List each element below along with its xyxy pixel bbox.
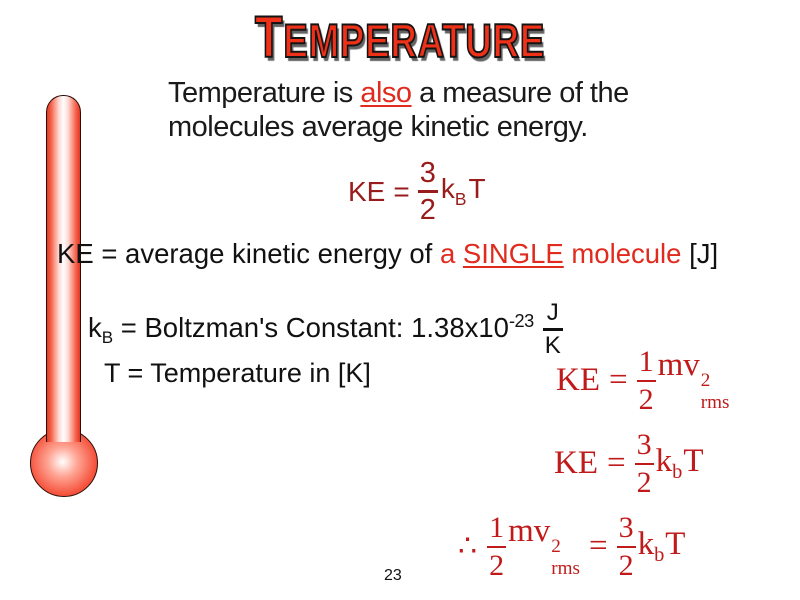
variable-mv: mv <box>508 513 551 550</box>
equals-sign: = <box>588 528 608 565</box>
subscript-rms: rms <box>700 392 730 413</box>
equals-sign: = <box>609 362 628 399</box>
fraction-numerator: J <box>546 299 559 326</box>
subscript-b: b <box>672 461 683 484</box>
intro-paragraph <box>168 76 629 144</box>
ke-definition-line <box>57 238 718 270</box>
therefore-symbol: ∴ <box>458 530 478 564</box>
intro-line2: molecules average kinetic energy. <box>168 111 588 143</box>
equals-sign: = <box>393 175 410 207</box>
variable-k: k <box>655 443 673 480</box>
fraction-one-half <box>487 512 506 582</box>
variable-T: T <box>468 173 486 205</box>
variable-k: k <box>440 173 455 205</box>
equation-lhs: KE <box>556 362 600 399</box>
formula-ke-equals-three-halves-kbt <box>348 158 486 225</box>
fraction-three-halves <box>617 512 636 582</box>
kb-def-text: = Boltzman's Constant: 1.38x10 <box>113 311 509 343</box>
fraction-denominator: 2 <box>489 549 505 582</box>
t-definition-line: T = Temperature in [K] <box>104 358 371 388</box>
subscript-rms: rms <box>551 558 580 579</box>
variable-k: k <box>637 526 655 563</box>
ke-def-red-pre: a <box>439 238 463 269</box>
subscript-b: b <box>654 544 665 567</box>
intro-line1-post: a measure of the <box>411 77 629 109</box>
fraction-bar <box>635 463 654 466</box>
fraction-numerator: 3 <box>636 428 652 461</box>
mv-rms-group <box>508 513 580 580</box>
fraction-denominator: 2 <box>636 466 652 499</box>
ke-def-units: [J] <box>681 238 719 269</box>
equation-ke-half-mv-squared <box>556 346 729 416</box>
superscript-subscript-stack <box>701 370 730 414</box>
fraction-bar <box>487 546 506 549</box>
fraction-bar <box>543 328 563 331</box>
fraction-one-half <box>637 346 656 416</box>
superscript-subscript-stack <box>551 536 580 580</box>
kbt-group <box>441 173 486 210</box>
fraction-denominator: 2 <box>638 383 654 416</box>
equals-sign: = <box>607 445 626 482</box>
intro-highlight-also: also <box>360 77 412 109</box>
variable-T: T <box>683 443 704 480</box>
formula-lhs: KE <box>348 175 386 207</box>
ke-def-black: KE = average kinetic energy of <box>57 238 440 269</box>
exponent-minus-23: -23 <box>508 310 534 331</box>
fraction-numerator: 1 <box>638 345 654 378</box>
fraction-denominator: 2 <box>419 193 436 226</box>
kbt-group <box>638 526 686 567</box>
variable-T: T <box>665 526 686 563</box>
ke-def-red <box>440 238 682 269</box>
variable-mv: mv <box>657 347 700 384</box>
kb-definition-line <box>88 300 563 359</box>
fraction-three-halves <box>635 429 654 499</box>
kb-variable-group <box>88 311 114 347</box>
fraction-denominator: 2 <box>618 549 634 582</box>
variable-k: k <box>88 311 102 343</box>
kbt-group <box>656 443 704 484</box>
fraction-bar <box>418 190 438 193</box>
title-text: TEMPERATURE <box>254 5 546 70</box>
subscript-B: B <box>101 327 114 347</box>
fraction-denominator: K <box>544 331 561 359</box>
equation-conclusion <box>458 512 685 582</box>
ke-def-single-underlined: SINGLE <box>462 238 564 269</box>
fraction-numerator: 3 <box>618 511 634 544</box>
fraction-bar <box>617 546 636 549</box>
superscript-2: 2 <box>700 370 711 391</box>
equation-ke-three-halves-kbt <box>554 429 704 499</box>
ke-def-red-post: molecule <box>563 238 682 269</box>
slide-title <box>0 4 800 71</box>
mv-rms-group <box>658 347 730 414</box>
page-number: 23 <box>384 567 402 584</box>
subscript-B: B <box>454 189 467 210</box>
fraction-bar <box>637 380 656 383</box>
equation-lhs: KE <box>554 445 598 482</box>
superscript-2: 2 <box>551 536 561 557</box>
fraction-numerator: 1 <box>489 511 505 544</box>
fraction-three-halves <box>418 158 438 225</box>
fraction-numerator: 3 <box>419 157 436 189</box>
intro-line1-pre: Temperature is <box>168 77 361 109</box>
